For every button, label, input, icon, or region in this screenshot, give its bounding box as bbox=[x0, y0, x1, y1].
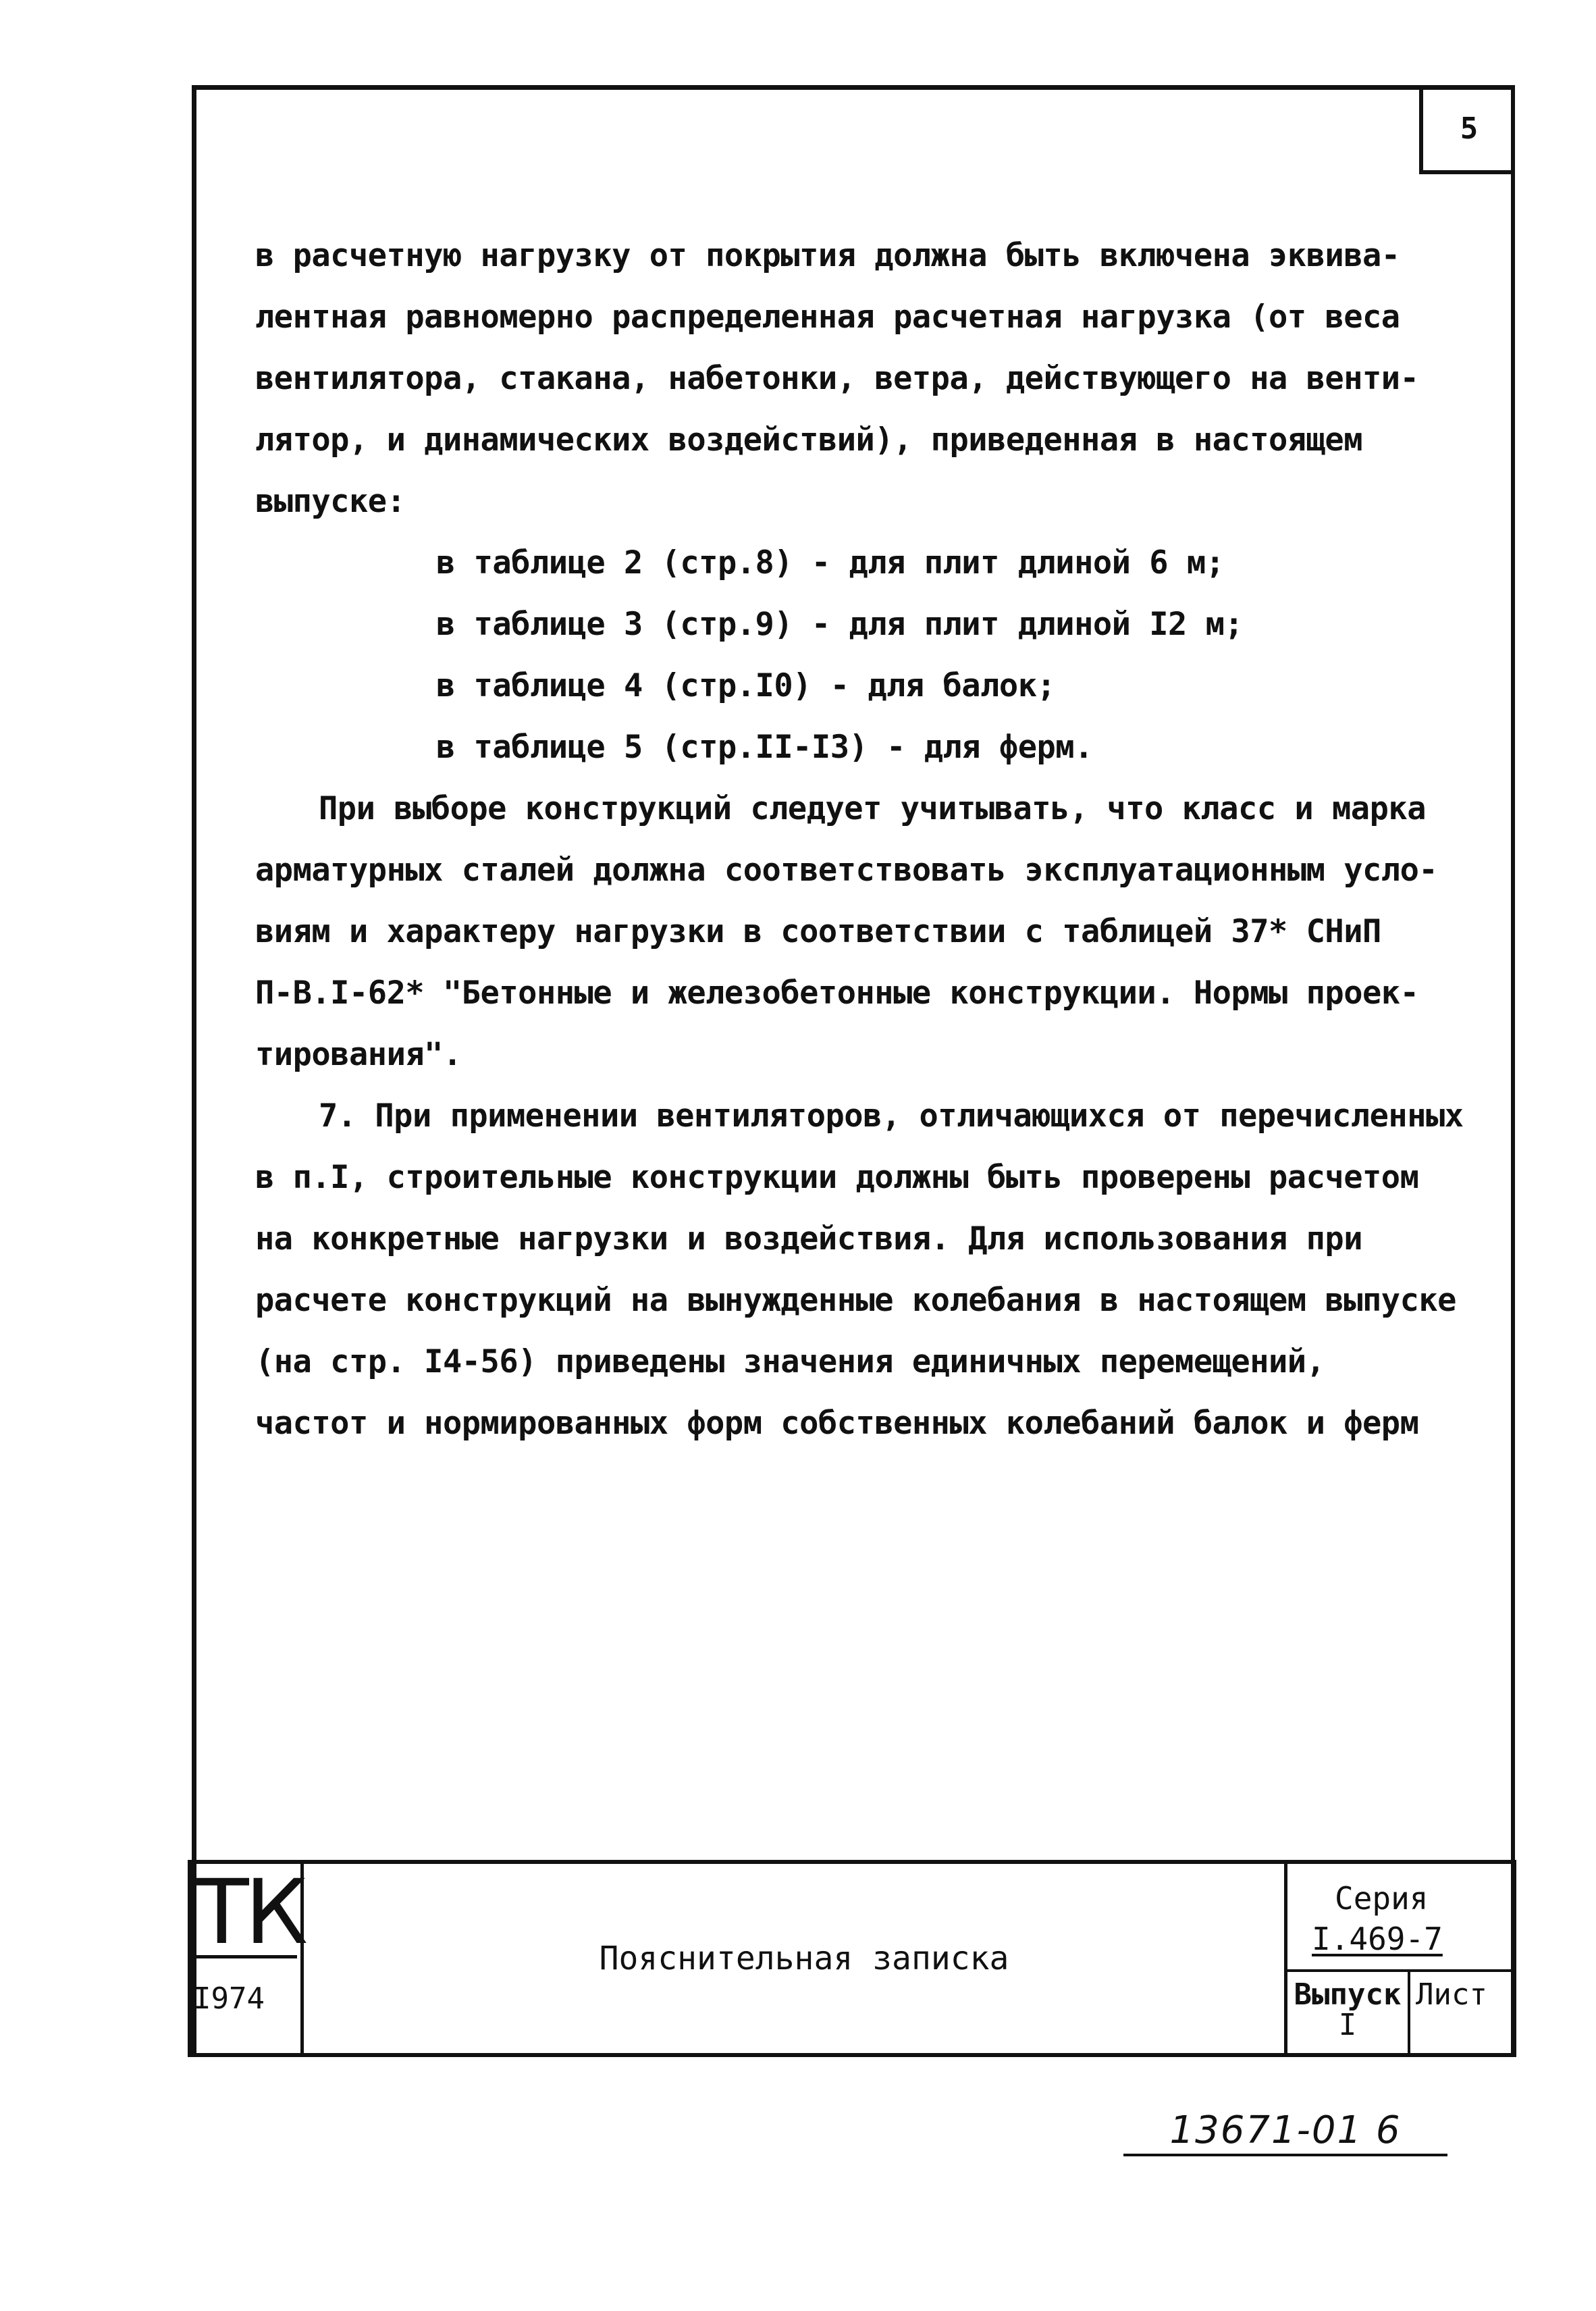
text-line: в расчетную нагрузку от покрытия должна быть включена эквива- bbox=[255, 237, 1400, 274]
series-label: Серия bbox=[1335, 1880, 1429, 1917]
organization-cell bbox=[192, 1861, 304, 2053]
title-block bbox=[188, 1860, 1516, 2057]
table-ref-item: в таблице 2 (стр.8) - для плит длиной 6 м; bbox=[436, 544, 1225, 581]
document-title: Пояснительная записка bbox=[599, 1940, 1009, 1977]
series-value: I.469-7 bbox=[1312, 1921, 1443, 1957]
text-line: (на стр. I4-56) приведены значения единичных перемещений, bbox=[255, 1343, 1325, 1380]
paragraph-6-first-line: При выборе конструкций следует учитывать, что класс и марка bbox=[319, 790, 1426, 827]
text-line: выпуске: bbox=[255, 483, 406, 520]
body-text bbox=[255, 225, 1484, 1454]
text-line: на конкретные нагрузки и воздействия. Для использования при bbox=[255, 1220, 1362, 1257]
table-ref-item: в таблице 4 (стр.I0) - для балок; bbox=[436, 667, 1056, 704]
table-ref-item: в таблице 3 (стр.9) - для плит длиной I2 м; bbox=[436, 606, 1244, 643]
text-line: тирования". bbox=[255, 1036, 462, 1073]
archive-number: 13671-01 6 bbox=[1123, 2108, 1447, 2156]
text-line: лентная равномерно распределенная расчетная нагрузка (от веса bbox=[255, 298, 1400, 336]
text-line: вентилятора, стакана, набетонки, ветра, действующего на венти- bbox=[255, 360, 1419, 397]
year: I974 bbox=[193, 1981, 265, 2016]
page-number: 5 bbox=[1419, 86, 1515, 174]
issue-label: Выпуск bbox=[1294, 1977, 1402, 2012]
text-line: виям и характеру нагрузки в соответствии с таблицей 37* СНиП bbox=[255, 913, 1381, 950]
text-line: арматурных сталей должна соответствовать эксплуатационным усло- bbox=[255, 852, 1438, 889]
sheet-label: Лист bbox=[1416, 1977, 1487, 2012]
text-line: расчете конструкций на вынужденные колебания в настоящем выпуске bbox=[255, 1282, 1456, 1319]
issue-value: I bbox=[1338, 2008, 1357, 2042]
text-line: частот и нормированных форм собственных колебаний балок и ферм bbox=[255, 1405, 1419, 1442]
table-ref-item: в таблице 5 (стр.II-I3) - для ферм. bbox=[436, 729, 1093, 766]
issue-cell bbox=[1287, 1972, 1410, 2057]
series-cell bbox=[1284, 1864, 1512, 2053]
text-line: лятор, и динамических воздействий), приведенная в настоящем bbox=[255, 421, 1362, 459]
issue-sheet-row bbox=[1287, 1969, 1512, 2057]
text-line: в п.I, строительные конструкции должны быть проверены расчетом bbox=[255, 1159, 1419, 1196]
tk-logo: ТК bbox=[194, 1861, 304, 1965]
paragraph-7-first-line: 7. При применении вентиляторов, отличающихся от перечисленных bbox=[319, 1097, 1464, 1135]
text-line: П-В.I-62* "Бетонные и железобетонные конструкции. Нормы проек- bbox=[255, 975, 1419, 1012]
